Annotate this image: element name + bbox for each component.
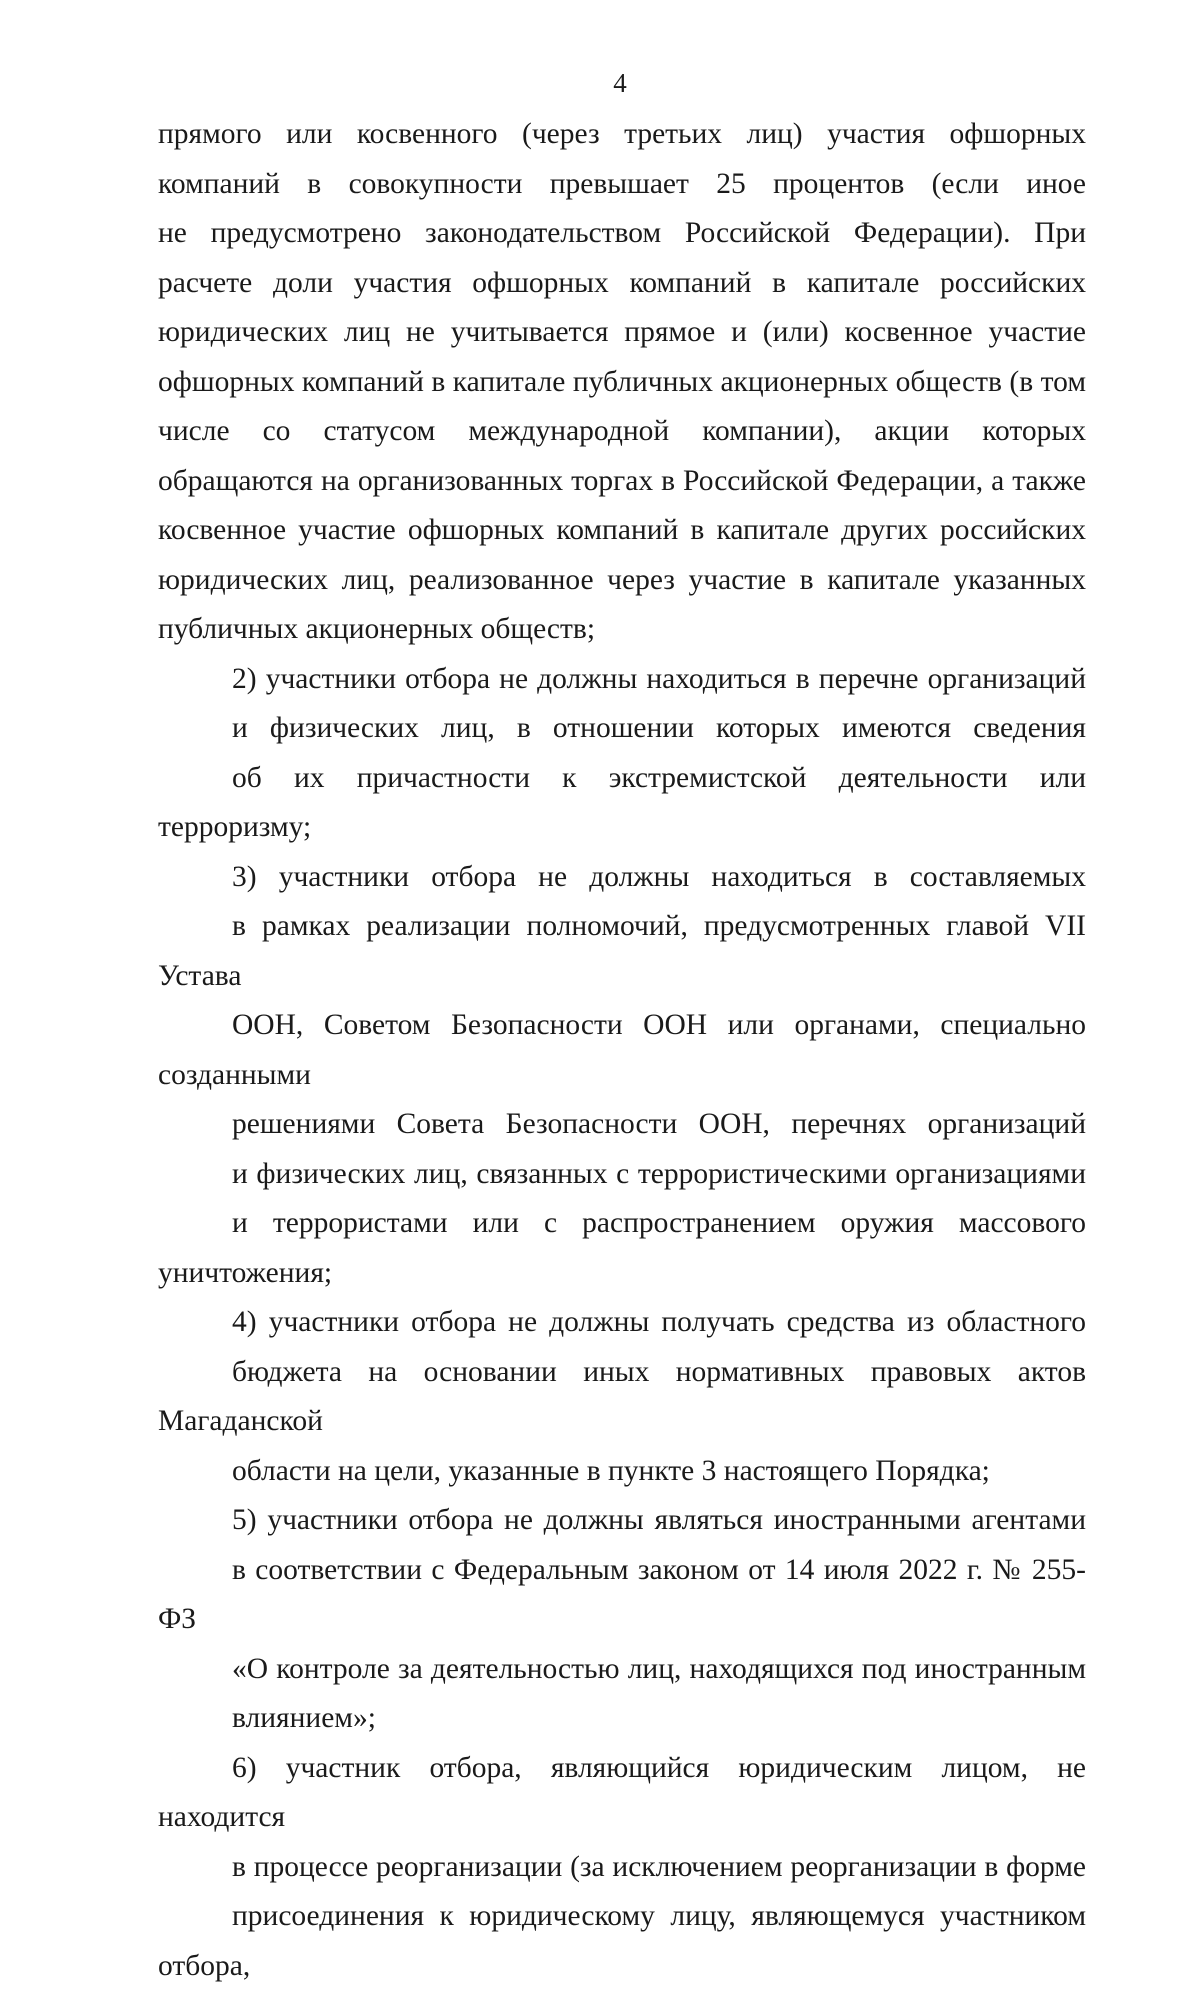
text-line: косвенное участие офшорных компаний в капитале других российских — [158, 506, 1086, 556]
text-line: ООН, Советом Безопасности ООН или органами, специально созданными — [158, 1001, 1086, 1100]
text-line: юридических лиц, реализованное через участие в капитале указанных — [158, 556, 1086, 606]
text-line: и физических лиц, связанных с террористическими организациями — [158, 1150, 1086, 1200]
text-line: бюджета на основании иных нормативных правовых актов Магаданской — [158, 1348, 1086, 1447]
text-line: 5) участники отбора не должны являться иностранными агентами — [158, 1496, 1086, 1546]
text-line: расчете доли участия офшорных компаний в капитале российских — [158, 259, 1086, 309]
text-line: об их причастности к экстремистской деятельности или терроризму; — [158, 754, 1086, 853]
text-line: прямого или косвенного (через третьих лиц) участия офшорных — [158, 110, 1086, 160]
text-line: в процессе реорганизации (за исключением реорганизации в форме — [158, 1843, 1086, 1893]
text-line: решениями Совета Безопасности ООН, перечнях организаций — [158, 1100, 1086, 1150]
paragraph — [158, 110, 1086, 655]
text-line: в соответствии с Федеральным законом от 14 июля 2022 г. № 255-ФЗ — [158, 1546, 1086, 1645]
paragraph — [158, 1298, 1086, 1496]
text-line: и физических лиц, в отношении которых имеются сведения — [158, 704, 1086, 754]
text-line: влиянием»; — [158, 1694, 1086, 1744]
document-body — [158, 110, 1086, 1991]
text-line: и террористами или с распространением оружия массового уничтожения; — [158, 1199, 1086, 1298]
text-line: 6) участник отбора, являющийся юридическим лицом, не находится — [158, 1744, 1086, 1843]
paragraph — [158, 1744, 1086, 1991]
text-line: публичных акционерных обществ; — [158, 605, 1086, 655]
text-line: 3) участники отбора не должны находиться в составляемых — [158, 853, 1086, 903]
paragraph — [158, 1496, 1086, 1744]
text-line: области на цели, указанные в пункте 3 настоящего Порядка; — [158, 1447, 1086, 1497]
paragraph — [158, 655, 1086, 853]
text-line: 2) участники отбора не должны находиться в перечне организаций — [158, 655, 1086, 705]
paragraph — [158, 853, 1086, 1299]
page-number: 4 — [0, 68, 1200, 99]
text-line: обращаются на организованных торгах в Российской Федерации, а также — [158, 457, 1086, 507]
text-line: «О контроле за деятельностью лиц, находящихся под иностранным — [158, 1645, 1086, 1695]
text-line: присоединения к юридическому лицу, являющемуся участником отбора, — [158, 1892, 1086, 1991]
text-line: 4) участники отбора не должны получать средства из областного — [158, 1298, 1086, 1348]
text-line: компаний в совокупности превышает 25 процентов (если иное — [158, 160, 1086, 210]
text-line: не предусмотрено законодательством Российской Федерации). При — [158, 209, 1086, 259]
text-line: юридических лиц не учитывается прямое и (или) косвенное участие — [158, 308, 1086, 358]
text-line: числе со статусом международной компании), акции которых — [158, 407, 1086, 457]
text-line: в рамках реализации полномочий, предусмотренных главой VII Устава — [158, 902, 1086, 1001]
text-line: офшорных компаний в капитале публичных акционерных обществ (в том — [158, 358, 1086, 408]
